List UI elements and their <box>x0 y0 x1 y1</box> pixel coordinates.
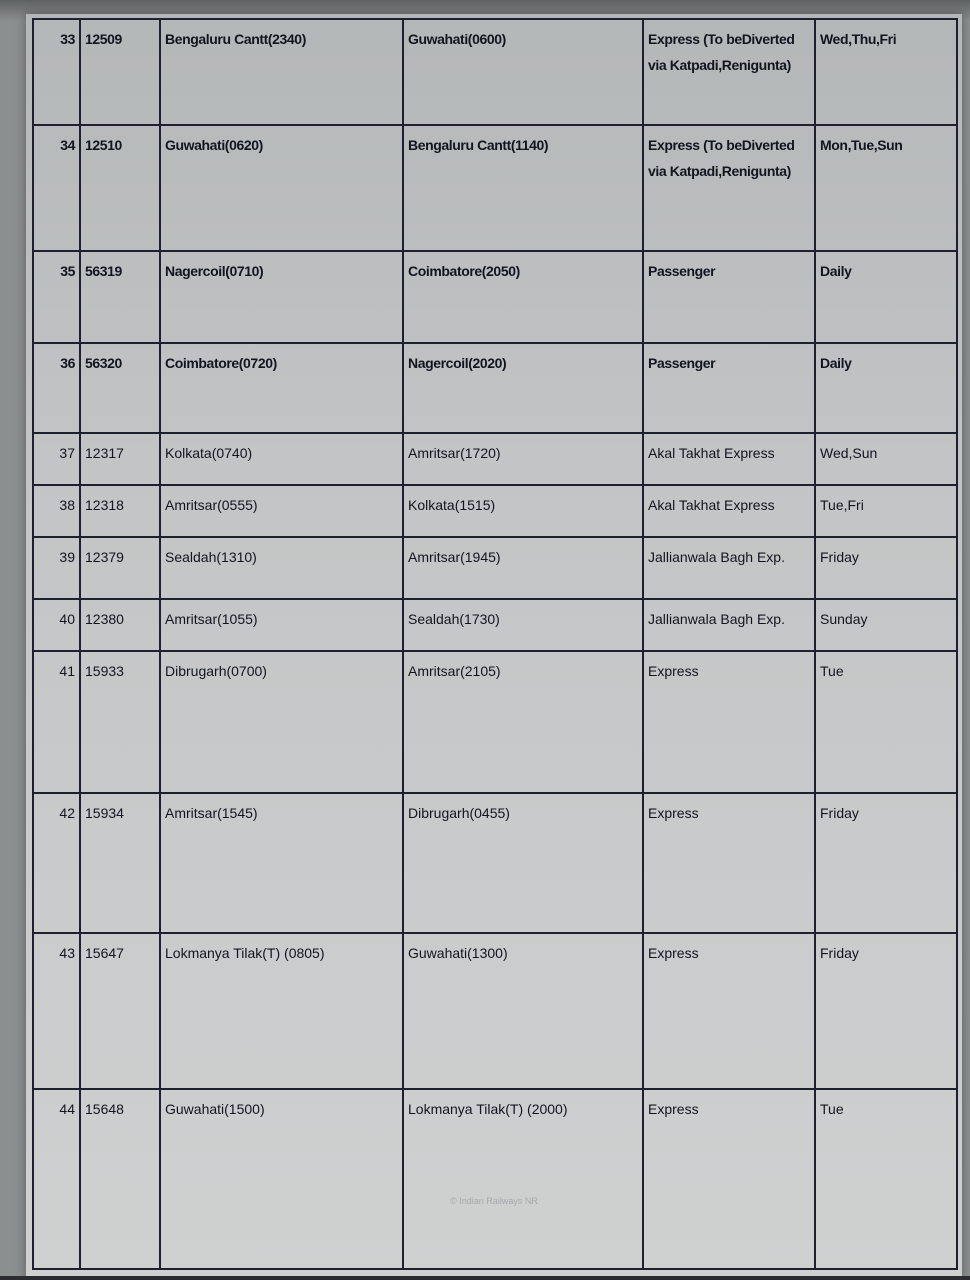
train-number: 12318 <box>80 485 160 537</box>
serial-number: 40 <box>33 599 80 651</box>
to-station: Guwahati(0600) <box>403 19 643 125</box>
run-days: Mon,Tue,Sun <box>815 125 957 251</box>
train-number: 15933 <box>80 651 160 793</box>
serial-number: 39 <box>33 537 80 599</box>
train-number: 12317 <box>80 433 160 485</box>
to-station: Dibrugarh(0455) <box>403 793 643 933</box>
to-station: Guwahati(1300) <box>403 933 643 1089</box>
table-row <box>33 125 957 251</box>
train-type: Passenger <box>643 343 815 433</box>
train-type: Jallianwala Bagh Exp. <box>643 537 815 599</box>
train-type: Express <box>643 933 815 1089</box>
to-station: Nagercoil(2020) <box>403 343 643 433</box>
from-station: Amritsar(0555) <box>160 485 403 537</box>
train-type: Express <box>643 1089 815 1269</box>
train-schedule-table <box>32 18 958 1270</box>
train-number: 15647 <box>80 933 160 1089</box>
table-row <box>33 1089 957 1269</box>
to-station: Amritsar(2105) <box>403 651 643 793</box>
from-station: Lokmanya Tilak(T) (0805) <box>160 933 403 1089</box>
run-days: Wed,Sun <box>815 433 957 485</box>
table-row <box>33 343 957 433</box>
train-type: Express <box>643 651 815 793</box>
train-type: Express (To beDiverted via Katpadi,Renigunta) <box>643 19 815 125</box>
table-row <box>33 651 957 793</box>
watermark-text: © Indian Railways NR <box>450 1196 538 1206</box>
run-days: Tue <box>815 651 957 793</box>
serial-number: 34 <box>33 125 80 251</box>
document-page <box>26 14 962 1280</box>
train-number: 56319 <box>80 251 160 343</box>
run-days: Friday <box>815 933 957 1089</box>
train-number: 12379 <box>80 537 160 599</box>
train-number: 15934 <box>80 793 160 933</box>
train-number: 12509 <box>80 19 160 125</box>
from-station: Dibrugarh(0700) <box>160 651 403 793</box>
train-type: Jallianwala Bagh Exp. <box>643 599 815 651</box>
to-station: Kolkata(1515) <box>403 485 643 537</box>
serial-number: 42 <box>33 793 80 933</box>
to-station: Amritsar(1945) <box>403 537 643 599</box>
photo-bottom-edge <box>0 1276 970 1280</box>
run-days: Friday <box>815 537 957 599</box>
serial-number: 33 <box>33 19 80 125</box>
train-number: 12510 <box>80 125 160 251</box>
from-station: Guwahati(0620) <box>160 125 403 251</box>
from-station: Sealdah(1310) <box>160 537 403 599</box>
train-type: Akal Takhat Express <box>643 433 815 485</box>
from-station: Amritsar(1545) <box>160 793 403 933</box>
table-row <box>33 537 957 599</box>
train-number: 15648 <box>80 1089 160 1269</box>
train-type: Passenger <box>643 251 815 343</box>
from-station: Amritsar(1055) <box>160 599 403 651</box>
train-type: Express <box>643 793 815 933</box>
serial-number: 38 <box>33 485 80 537</box>
run-days: Friday <box>815 793 957 933</box>
run-days: Daily <box>815 251 957 343</box>
train-type: Akal Takhat Express <box>643 485 815 537</box>
to-station: Sealdah(1730) <box>403 599 643 651</box>
table-row <box>33 19 957 125</box>
table-row <box>33 251 957 343</box>
from-station: Nagercoil(0710) <box>160 251 403 343</box>
run-days: Wed,Thu,Fri <box>815 19 957 125</box>
train-type: Express (To beDiverted via Katpadi,Renigunta) <box>643 125 815 251</box>
from-station: Kolkata(0740) <box>160 433 403 485</box>
table-row <box>33 599 957 651</box>
table-row <box>33 933 957 1089</box>
from-station: Bengaluru Cantt(2340) <box>160 19 403 125</box>
table-row <box>33 793 957 933</box>
serial-number: 37 <box>33 433 80 485</box>
serial-number: 41 <box>33 651 80 793</box>
from-station: Guwahati(1500) <box>160 1089 403 1269</box>
train-number: 56320 <box>80 343 160 433</box>
from-station: Coimbatore(0720) <box>160 343 403 433</box>
table-row <box>33 485 957 537</box>
to-station: Coimbatore(2050) <box>403 251 643 343</box>
serial-number: 36 <box>33 343 80 433</box>
to-station: Amritsar(1720) <box>403 433 643 485</box>
to-station: Lokmanya Tilak(T) (2000) <box>403 1089 643 1269</box>
run-days: Tue <box>815 1089 957 1269</box>
serial-number: 43 <box>33 933 80 1089</box>
serial-number: 44 <box>33 1089 80 1269</box>
serial-number: 35 <box>33 251 80 343</box>
to-station: Bengaluru Cantt(1140) <box>403 125 643 251</box>
train-number: 12380 <box>80 599 160 651</box>
table-row <box>33 433 957 485</box>
run-days: Daily <box>815 343 957 433</box>
run-days: Tue,Fri <box>815 485 957 537</box>
run-days: Sunday <box>815 599 957 651</box>
